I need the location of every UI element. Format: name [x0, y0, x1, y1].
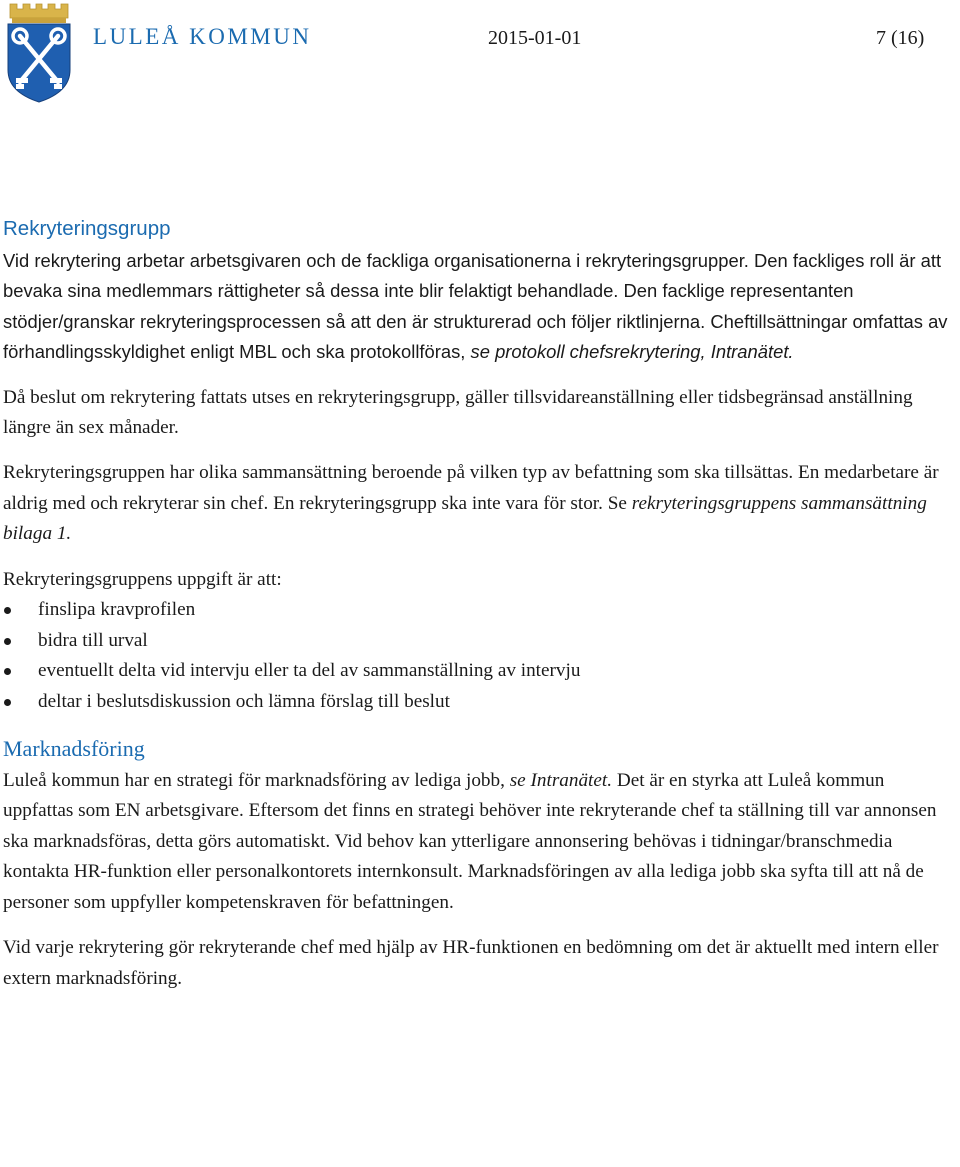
bullet-icon	[4, 699, 11, 706]
luleå-coat-of-arms-logo	[4, 0, 74, 104]
bullet-icon	[4, 607, 11, 614]
section-heading-rekryteringsgrupp: Rekryteringsgrupp	[3, 217, 171, 240]
bullet-icon	[4, 668, 11, 675]
organization-name: LULEÅ KOMMUN	[93, 24, 312, 49]
document-body	[3, 212, 948, 994]
paragraph-beslut: Då beslut om rekrytering fattats utses en rekryteringsgrupp, gäller tillsvidareanställning eller tidsbegränsad anställning längre än sex månader.	[3, 386, 913, 439]
page-header	[0, 0, 960, 110]
list-item: eventuellt delta vid intervju eller ta del av sammanställning av intervju	[3, 656, 948, 687]
reference-protokoll: se protokoll chefsrekrytering, Intranätet.	[470, 341, 794, 363]
list-item: finslipa kravprofilen	[3, 595, 948, 626]
reference-bilaga: rekryteringsgruppens sammansättning bilaga 1.	[3, 492, 927, 545]
bullet-icon	[4, 638, 11, 645]
task-list	[3, 595, 948, 717]
paragraph-sammansattning: Rekryteringsgruppen har olika sammansättning beroende på vilken typ av befattning som ska tillsättas. En medarbetare är aldrig med och rekryterar sin chef. En rekryteringsgrupp ska inte vara för stor. Se rekryteringsgruppens sammansättning bilaga 1.	[3, 462, 939, 545]
page-number: 7 (16)	[876, 27, 925, 49]
list-item: deltar i beslutsdiskussion och lämna förslag till beslut	[3, 687, 948, 718]
list-item: bidra till urval	[3, 626, 948, 657]
paragraph-rekryteringsgrupp-intro: Vid rekrytering arbetar arbetsgivaren och de fackliga organisationerna i rekryteringsgrupper. Den fackliges roll är att bevaka sina medlemmars rättigheter så dessa inte blir felaktigt behandlade. Den facklige representanten stödjer/granskar rekryteringsprocessen så att den är strukturerad och följer riktlinjerna. Cheftillsättningar omfattas av förhandlingsskyldighet enligt MBL och ska protokollföras, se protokoll chefsrekrytering, Intranätet.	[3, 250, 948, 363]
list-intro: Rekryteringsgruppens uppgift är att:	[3, 568, 282, 590]
section-heading-marknadsforing: Marknadsföring	[3, 736, 145, 762]
paragraph-marknadsforing: Luleå kommun har en strategi för marknadsföring av lediga jobb, se Intranätet. Det är en styrka att Luleå kommun uppfattas som EN arbetsgivare. Eftersom det finns en strategi behöver inte rekryterande chef ta ställning till var annonsen ska marknadsföras, detta görs automatiskt. Vid behov kan ytterligare annonsering behövas i tidningar/branschmedia kontakta HR-funktion eller personalkontorets internkonsult. Marknadsföringen av alla lediga jobb ska syfta till att nå de personer som uppfyller kompetenskraven för befattningen.	[3, 770, 937, 913]
reference-intranatet: se Intranätet.	[509, 770, 613, 792]
document-date: 2015-01-01	[488, 27, 582, 49]
paragraph-bedomning: Vid varje rekrytering gör rekryterande chef med hjälp av HR-funktionen en bedömning om det är aktuellt med intern eller extern marknadsföring.	[3, 937, 939, 989]
